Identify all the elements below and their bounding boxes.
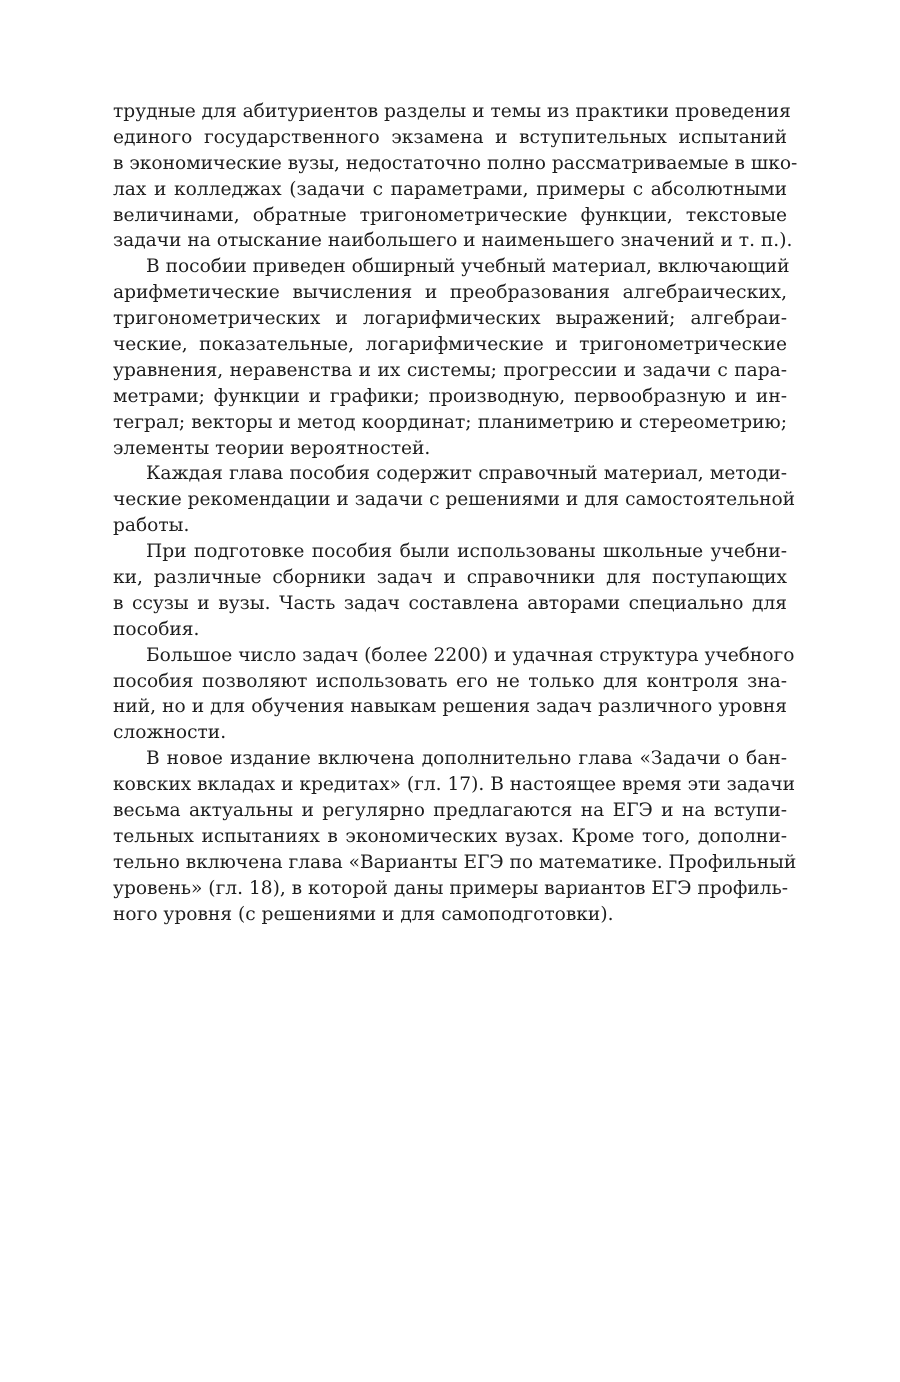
text-line: ческие рекомендации и задачи с решениями и для самостоятельной [113,489,796,511]
paragraph-3 [113,461,796,539]
text-line: При подготовке пособия были использованы школьные учебни- [146,541,787,563]
text-line: пособия. [113,618,200,640]
text-line: лах и колледжах (задачи с параметрами, примеры с абсолютными [113,178,787,200]
text-line: работы. [113,515,190,537]
text-line: Каждая глава пособия содержит справочный материал, методи- [146,463,787,485]
text-line: теграл; векторы и метод координат; планиметрию и стереометрию; [113,411,787,433]
text-line: пособия позволяют использовать его не только для контроля зна- [113,670,787,692]
text-line: в экономические вузы, недостаточно полно рассматриваемые в шко- [113,152,798,174]
text-line: ного уровня (с решениями и для самоподготовки). [113,903,614,925]
text-line: тельных испытаниях в экономических вузах. Кроме того, дополни- [113,825,787,847]
document-page [113,99,798,928]
paragraph-6 [113,746,797,927]
text-line: уравнения, неравенства и их системы; прогрессии и задачи с пара- [113,359,787,381]
text-line: трудные для абитуриентов разделы и темы из практики проведения [113,101,791,122]
text-line: арифметические вычисления и преобразования алгебраических, [113,282,787,304]
text-line: ковских вкладах и кредитах» (гл. 17). В настоящее время эти задачи [113,774,796,796]
text-line: метрами; функции и графики; производную, первообразную и ин- [113,385,787,407]
text-line: сложности. [113,722,227,744]
paragraph-1 [113,99,798,254]
text-line: единого государственного экзамена и вступительных испытаний [113,126,787,148]
text-line: весьма актуальны и регулярно предлагаются на ЕГЭ и на вступи- [113,800,787,822]
text-line: В пособии приведен обширный учебный материал, включающий [146,256,790,278]
text-line: в ссузы и вузы. Часть задач составлена авторами специально для [113,592,787,614]
text-line: элементы теории вероятностей. [113,437,431,459]
text-line: ческие, показательные, логарифмические и тригонометрические [113,334,787,356]
text-line: ки, различные сборники задач и справочники для поступающих [113,567,787,589]
text-line: величинами, обратные тригонометрические функции, текстовые [113,204,787,226]
text-line: уровень» (гл. 18), в которой даны примеры вариантов ЕГЭ профиль- [113,877,789,899]
paragraph-2 [113,254,790,461]
text-line: Большое число задач (более 2200) и удачная структура учебного [146,644,795,666]
text-line: тельно включена глава «Варианты ЕГЭ по математике. Профильный [113,851,797,873]
paragraph-5 [113,643,795,747]
paragraph-4 [113,539,787,643]
text-line: тригонометрических и логарифмических выражений; алгебраи- [113,308,787,330]
text-line: В новое издание включена дополнительно глава «Задачи о бан- [146,748,787,770]
text-line: задачи на отыскание наибольшего и наименьшего значений и т. п.). [113,230,793,252]
text-line: ний, но и для обучения навыкам решения задач различного уровня [113,696,787,718]
